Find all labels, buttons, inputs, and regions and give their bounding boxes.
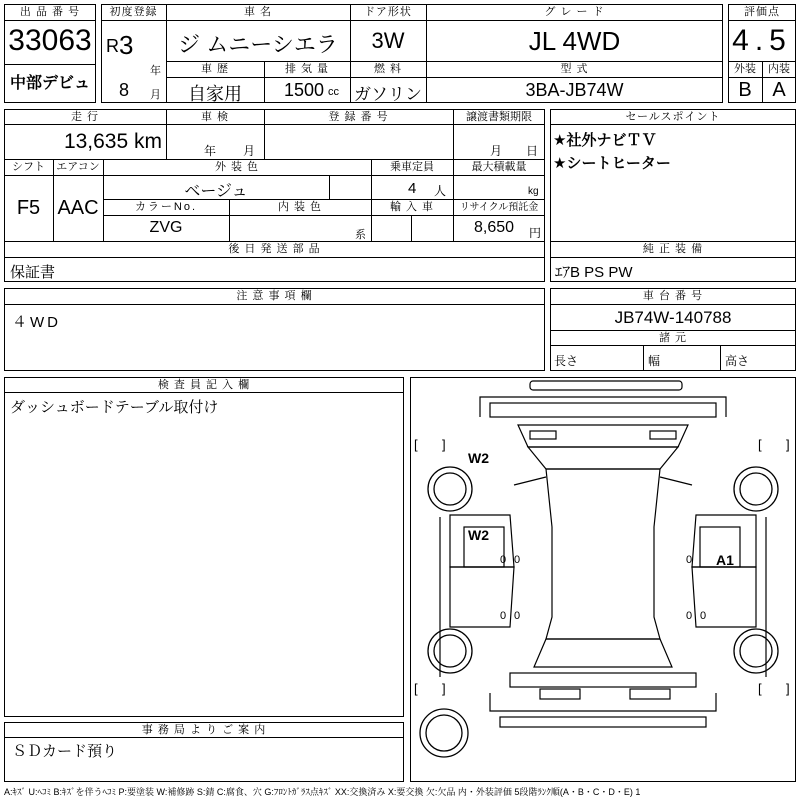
displacement-unit: cc bbox=[328, 86, 339, 98]
lot-number: 33063 bbox=[8, 24, 92, 57]
zero-mark: 0 bbox=[686, 610, 693, 622]
sales-point-1: ★社外ナビＴＶ bbox=[553, 132, 657, 149]
first-reg-label: 初度登録 bbox=[109, 6, 158, 18]
bracket-rl-close: ] bbox=[442, 681, 446, 696]
transfer-day: 日 bbox=[526, 144, 539, 158]
bracket-fr-open: [ bbox=[758, 437, 762, 452]
sales-point-label: セールスポイント bbox=[625, 111, 721, 123]
zero-mark: 0 bbox=[514, 610, 521, 622]
displacement-label: 排 気 量 bbox=[284, 63, 330, 75]
history: 自家用 bbox=[188, 84, 242, 104]
grade-label: グ レ ー ド bbox=[544, 6, 605, 18]
int-color-label: 内 装 色 bbox=[277, 201, 323, 213]
interior-grade: A bbox=[772, 79, 786, 101]
year-unit: 年 bbox=[150, 65, 161, 77]
spec-width: 幅 bbox=[648, 354, 661, 368]
zero-mark: 0 bbox=[500, 610, 507, 622]
venue: 中部デビュ bbox=[9, 75, 90, 92]
recycle-label: リサイクル預託金 bbox=[459, 202, 539, 213]
damage-mark-a1: A1 bbox=[716, 552, 734, 568]
bracket-rr-open: [ bbox=[758, 681, 762, 696]
zero-mark: 0 bbox=[686, 554, 693, 566]
car-name: ジ ムニーシエラ bbox=[178, 32, 338, 57]
inspection-month: 月 bbox=[243, 144, 256, 158]
vehicle-diagram bbox=[410, 377, 796, 782]
capacity-label: 乗車定員 bbox=[390, 161, 434, 173]
import-label: 輸 入 車 bbox=[389, 201, 435, 213]
notes-value: ４WD bbox=[12, 314, 61, 331]
transfer-month: 月 bbox=[490, 144, 503, 158]
score-label: 評価点 bbox=[744, 6, 780, 18]
sales-point-2: ★シートヒーター bbox=[553, 155, 671, 172]
exterior-grade: B bbox=[738, 79, 752, 101]
ext-color-label: 外 装 色 bbox=[214, 161, 260, 173]
int-color-suffix: 系 bbox=[355, 229, 366, 241]
fuel: ガソリン bbox=[354, 85, 422, 104]
year: 3 bbox=[119, 30, 134, 60]
spec-length: 長さ bbox=[554, 354, 579, 368]
bracket-rr-close: ] bbox=[786, 681, 790, 696]
damage-legend: A:ｷｽﾞ U:ﾍｺﾐ B:ｷｽﾞを伴うﾍｺﾐ P:要塗装 W:補修跡 S:錆 C:腐食、穴 G:ﾌﾛﾝﾄｶﾞﾗｽ点ｷｽﾞ XX:交換済み X:要交換 欠:欠品 内・外装評価 5段階ﾗﾝｸ順(A・B・C・D・E) 1 bbox=[4, 787, 641, 797]
inspection-year: 年 bbox=[204, 144, 217, 158]
displacement: 1500 bbox=[284, 80, 325, 100]
inspector-box bbox=[4, 377, 404, 717]
load-label: 最大積載量 bbox=[471, 161, 527, 173]
color-no-label: カラーNo. bbox=[134, 201, 198, 213]
transfer-label: 譲渡書類期限 bbox=[466, 111, 532, 123]
month: 8 bbox=[119, 80, 130, 100]
score: 4.5 bbox=[732, 24, 792, 57]
reg-number-label: 登 録 番 号 bbox=[328, 111, 389, 123]
grade: JL 4WD bbox=[528, 26, 621, 56]
inspection-label: 車 検 bbox=[200, 111, 230, 123]
office-label: 事 務 局 よ り ご 案 内 bbox=[141, 724, 267, 736]
damage-mark-w2-front: W2 bbox=[468, 450, 489, 466]
mileage: 13,635 km bbox=[63, 130, 162, 153]
later-parts-value: 保証書 bbox=[10, 264, 56, 281]
spec-height: 高さ bbox=[725, 354, 750, 368]
zero-mark: 0 bbox=[500, 554, 507, 566]
interior-label: 内装 bbox=[768, 63, 790, 75]
color-no: ZVG bbox=[149, 219, 183, 236]
exterior-label: 外装 bbox=[734, 63, 756, 75]
history-label: 車 歴 bbox=[200, 63, 230, 75]
bracket-rl-open: [ bbox=[414, 681, 418, 696]
car-name-label: 車 名 bbox=[243, 6, 273, 18]
office-note: ＳＤカード預り bbox=[12, 743, 118, 760]
inspector-remarks: ダッシュボードテーブル取付け bbox=[10, 399, 219, 416]
specs-label: 諸 元 bbox=[658, 332, 688, 344]
notes-label: 注 意 事 項 欄 bbox=[236, 290, 313, 302]
recycle-amount: 8,650 bbox=[474, 219, 515, 236]
load-unit: kg bbox=[528, 186, 539, 197]
model-label: 型 式 bbox=[560, 63, 589, 75]
chassis-number: JB74W-140788 bbox=[614, 308, 732, 327]
month-unit: 月 bbox=[150, 89, 161, 101]
ext-color: ベージュ bbox=[184, 183, 248, 200]
later-parts-label: 後 日 発 送 部 品 bbox=[228, 243, 321, 255]
capacity: 4 bbox=[408, 180, 417, 197]
door: 3W bbox=[371, 28, 405, 53]
fuel-label: 燃 料 bbox=[373, 63, 403, 75]
chassis-label: 車 台 番 号 bbox=[642, 290, 704, 302]
zero-mark: 0 bbox=[514, 554, 521, 566]
shift-label: シフト bbox=[12, 161, 45, 173]
equipment-label: 純 正 装 備 bbox=[642, 243, 704, 255]
recycle-unit: 円 bbox=[529, 226, 542, 240]
capacity-unit: 人 bbox=[434, 184, 447, 198]
model: 3BA-JB74W bbox=[525, 80, 624, 100]
equipment-value: ｴｱB PS PW bbox=[555, 264, 633, 281]
bracket-fl-open: [ bbox=[414, 437, 418, 452]
bracket-fl-close: ] bbox=[442, 437, 446, 452]
door-label: ドア形状 bbox=[364, 6, 412, 18]
mileage-label: 走 行 bbox=[70, 111, 100, 123]
aircon: AAC bbox=[57, 197, 99, 219]
shift: F5 bbox=[16, 197, 41, 219]
inspector-label: 検 査 員 記 入 欄 bbox=[157, 379, 251, 391]
zero-mark: 0 bbox=[700, 610, 707, 622]
aircon-label: エアコン bbox=[56, 161, 100, 173]
lot-label: 出 品 番 号 bbox=[19, 6, 81, 18]
era: R bbox=[106, 36, 119, 56]
bracket-fr-close: ] bbox=[786, 437, 790, 452]
damage-mark-w2-door: W2 bbox=[468, 527, 489, 543]
